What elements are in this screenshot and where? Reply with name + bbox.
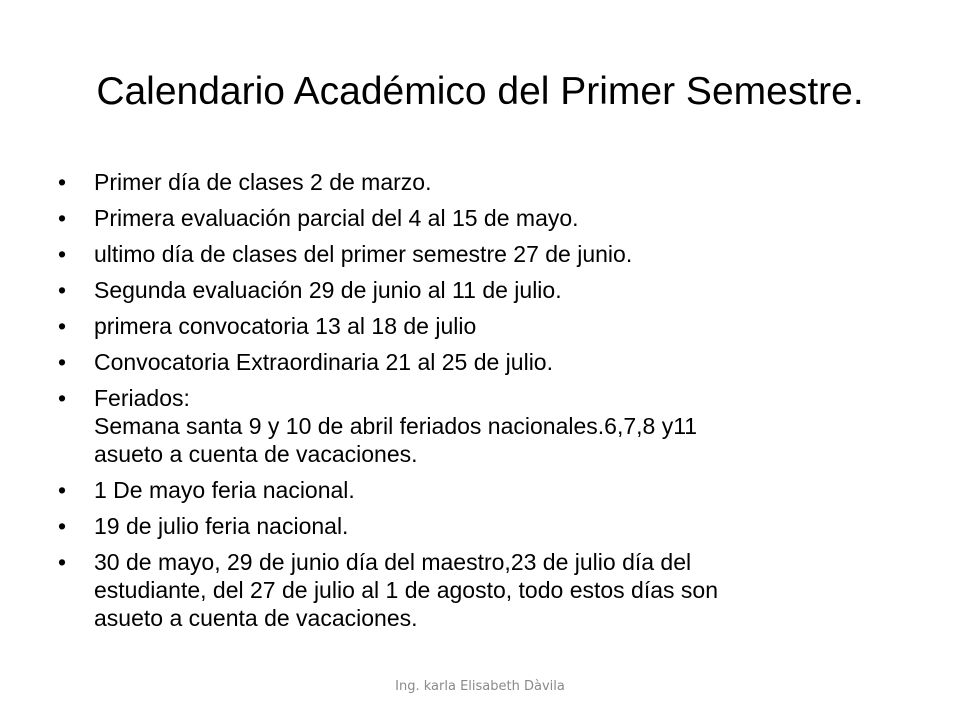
- list-item-text: Feriados:: [94, 385, 190, 411]
- list-item-text: 30 de mayo, 29 de junio día del maestro,23 de julio día del: [94, 549, 692, 575]
- list-item-text: ultimo día de clases del primer semestre 27 de junio.: [94, 241, 633, 267]
- list-item: [58, 204, 918, 232]
- list-item-text: Convocatoria Extraordinaria 21 al 25 de julio.: [94, 349, 553, 375]
- bullet-icon: •: [58, 477, 67, 503]
- bullet-list: [58, 168, 918, 640]
- list-item: [58, 276, 918, 304]
- list-item-text: asueto a cuenta de vacaciones.: [94, 441, 418, 467]
- list-item: [58, 512, 918, 540]
- list-item-text: 1 De mayo feria nacional.: [94, 477, 355, 503]
- list-item: [58, 312, 918, 340]
- list-item: [58, 384, 918, 468]
- list-item-text: estudiante, del 27 de julio al 1 de agosto, todo estos días son: [94, 577, 718, 603]
- list-item: [58, 348, 918, 376]
- bullet-icon: •: [58, 349, 67, 375]
- bullet-icon: •: [58, 169, 67, 195]
- list-item-text: asueto a cuenta de vacaciones.: [94, 605, 418, 631]
- slide-title: Calendario Académico del Primer Semestre.: [96, 70, 864, 113]
- list-item: [58, 548, 918, 632]
- list-item: [58, 240, 918, 268]
- list-item-text: Primer día de clases 2 de marzo.: [94, 169, 432, 195]
- list-item-text: 19 de julio feria nacional.: [94, 513, 349, 539]
- bullet-icon: •: [58, 513, 67, 539]
- bullet-icon: •: [58, 241, 67, 267]
- list-item-text: Primera evaluación parcial del 4 al 15 de mayo.: [94, 205, 579, 231]
- list-item-text: Segunda evaluación 29 de junio al 11 de julio.: [94, 277, 562, 303]
- list-item: [58, 168, 918, 196]
- list-item: [58, 476, 918, 504]
- bullet-icon: •: [58, 385, 67, 411]
- bullet-icon: •: [58, 277, 67, 303]
- footer-author: Ing. karla Elisabeth Dàvila: [395, 679, 565, 694]
- bullet-icon: •: [58, 205, 67, 231]
- bullet-icon: •: [58, 313, 67, 339]
- list-item-text: primera convocatoria 13 al 18 de julio: [94, 313, 477, 339]
- bullet-icon: •: [58, 549, 67, 575]
- list-item-text: Semana santa 9 y 10 de abril feriados nacionales.6,7,8 y11: [94, 413, 698, 439]
